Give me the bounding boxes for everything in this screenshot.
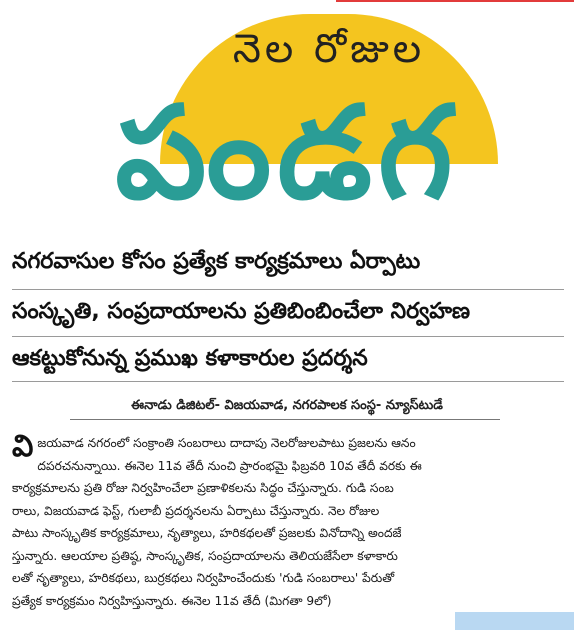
article-line: లతో నృత్యాలు, హరికథలు, బుర్రకథలు నిర్వహించేందుకు 'గుడి సంబరాలు' పేరుతో [12,571,395,585]
article-line: దపరచనున్నాయి. ఈనెల 11వ తేదీ నుంచి ప్రారంభమై ఫిబ్రవరి 10వ తేదీ వరకు ఈ [37,458,422,473]
headline-1: నగరవాసుల కోసం ప్రత్యేక కార్యక్రమాలు ఏర్పాటు [12,249,421,274]
headline-divider [12,336,564,337]
corner-highlight [455,612,574,630]
article-body [12,429,562,612]
article-dropcap: వి [12,429,34,464]
masthead-subtitle: నెల రోజుల [232,26,426,72]
headline-divider [12,381,564,382]
article-line: పాటు సాంస్కృతిక కార్యక్రమాలు, నృత్యాలు, హరికథలతో ప్రజలకు వినోదాన్ని అందజే [12,526,402,540]
masthead [0,0,574,240]
headline-2: సంస్కృతి, సంప్రదాయాలను ప్రతిబింబించేలా నిర్వహణ [12,299,471,324]
headline-3: ఆకట్టుకోనున్న ప్రముఖ కళాకారుల ప్రదర్శన [12,346,368,371]
byline: ఈనాడు డిజిటల్‌- విజయవాడ, నగరపాలక సంస్థ- న్యూస్‌టుడే [131,398,443,413]
headline-divider [12,289,564,290]
article-line: రాలు, విజయవాడ ఫెస్ట్‌, గులాబీ ప్రదర్శనలను ఏర్పాటు చేస్తున్నారు. నెల రోజుల [12,503,380,518]
article-line: కార్యక్రమాలను ప్రతి రోజు నిర్వహించేలా ప్రణాళికలను సిద్ధం చేస్తున్నారు. గుడి సంబ [12,481,394,495]
masthead-title: పండగ [115,78,459,228]
byline-divider [70,419,500,420]
article-line: ప్రత్యేక కార్యక్రమం నిర్వహిస్తున్నారు. ఈనెల 11వ తేదీ (మిగతా 9లో) [12,593,332,608]
article-line: స్తున్నారు. ఆలయాల ప్రతిష్ఠ, సాంస్కృతిక, సంప్రదాయాలను తెలియజేసేలా కళాకారు [12,548,398,563]
article-line: జయవాడ నగరంలో సంక్రాంతి సంబరాలు దాదాపు నెలరోజులపాటు ప్రజలను ఆనం [37,436,416,450]
